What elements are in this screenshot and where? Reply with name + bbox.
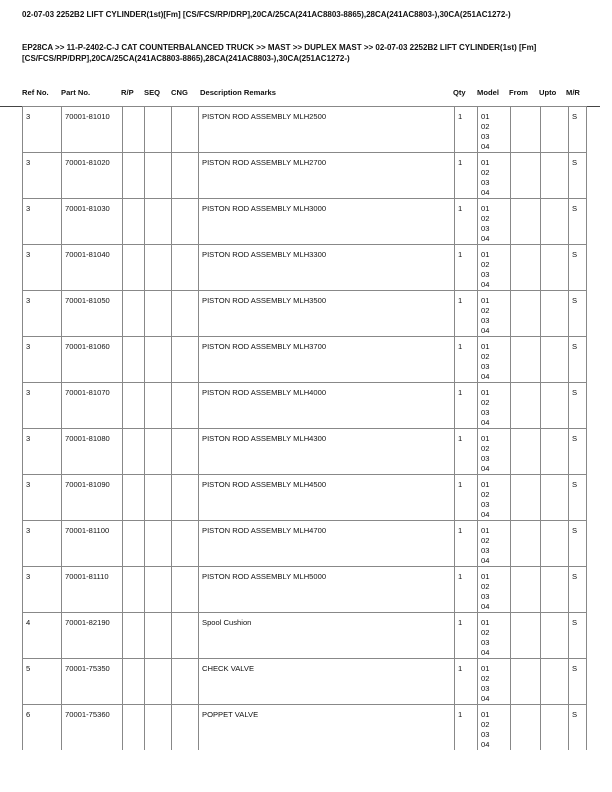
model-code: 03: [481, 270, 490, 279]
ref-cell: 3: [23, 567, 62, 613]
upto-cell: [541, 521, 569, 567]
cng-cell: [172, 475, 199, 521]
seq-cell: [145, 107, 172, 153]
table-header: [0, 88, 612, 100]
table-row: [23, 567, 587, 613]
table-row: [23, 613, 587, 659]
seq-cell: [145, 567, 172, 613]
qty-cell: 1: [455, 567, 478, 613]
model-code: 04: [481, 418, 490, 427]
upto-cell: [541, 337, 569, 383]
from-cell: [511, 107, 541, 153]
table-row: [23, 383, 587, 429]
description-cell: Spool Cushion: [199, 613, 455, 659]
model-cell: [478, 337, 511, 383]
model-code: 04: [481, 188, 490, 197]
table-row: [23, 429, 587, 475]
description-cell: PISTON ROD ASSEMBLY MLH4000: [199, 383, 455, 429]
description-cell: CHECK VALVE: [199, 659, 455, 705]
ref-cell: 3: [23, 199, 62, 245]
part-no-cell: 70001-75350: [62, 659, 123, 705]
from-cell: [511, 153, 541, 199]
model-code: 01: [481, 250, 490, 259]
breadcrumb: EP28CA >> 11-P-2402-C-J CAT COUNTERBALANCED TRUCK >> MAST >> DUPLEX MAST >> 02-07-03 2252B2 LIFT CYLINDER(1st) [Fm] [CS/FCS/RP/DRP],20CA/25CA(241AC8803-8865),28CA(241AC8803-),30CA(251AC1272-): [22, 43, 537, 63]
mr-cell: S: [569, 383, 587, 429]
qty-cell: 1: [455, 705, 478, 751]
rp-cell: [123, 521, 145, 567]
seq-cell: [145, 245, 172, 291]
model-code: 01: [481, 112, 490, 121]
seq-cell: [145, 705, 172, 751]
qty-cell: 1: [455, 337, 478, 383]
model-code: 03: [481, 500, 490, 509]
model-code: 03: [481, 132, 490, 141]
mr-cell: S: [569, 337, 587, 383]
model-code: 01: [481, 572, 490, 581]
model-code: 04: [481, 602, 490, 611]
mr-cell: S: [569, 429, 587, 475]
model-code: 03: [481, 178, 490, 187]
model-code: 02: [481, 306, 490, 315]
ref-cell: 3: [23, 475, 62, 521]
qty-cell: 1: [455, 659, 478, 705]
page-title: 02-07-03 2252B2 LIFT CYLINDER(1st)[Fm] [CS/FCS/RP/DRP],20CA/25CA(241AC8803-8865),28CA(241AC8803-),30CA(251AC1272-): [22, 10, 511, 19]
model-cell: [478, 245, 511, 291]
cng-cell: [172, 659, 199, 705]
model-code: 02: [481, 352, 490, 361]
rp-cell: [123, 429, 145, 475]
qty-cell: 1: [455, 107, 478, 153]
model-cell: [478, 291, 511, 337]
seq-cell: [145, 383, 172, 429]
part-no-cell: 70001-75360: [62, 705, 123, 751]
mr-cell: S: [569, 153, 587, 199]
upto-cell: [541, 383, 569, 429]
col-rp: R/P: [121, 88, 134, 97]
description-cell: POPPET VALVE: [199, 705, 455, 751]
cng-cell: [172, 613, 199, 659]
rp-cell: [123, 475, 145, 521]
model-code: 04: [481, 648, 490, 657]
part-no-cell: 70001-81040: [62, 245, 123, 291]
description-cell: PISTON ROD ASSEMBLY MLH2700: [199, 153, 455, 199]
qty-cell: 1: [455, 613, 478, 659]
col-cng: CNG: [171, 88, 188, 97]
cng-cell: [172, 153, 199, 199]
seq-cell: [145, 429, 172, 475]
model-code: 01: [481, 204, 490, 213]
table-row: [23, 659, 587, 705]
qty-cell: 1: [455, 383, 478, 429]
seq-cell: [145, 475, 172, 521]
description-cell: PISTON ROD ASSEMBLY MLH3000: [199, 199, 455, 245]
table-row: [23, 291, 587, 337]
model-code: 04: [481, 510, 490, 519]
upto-cell: [541, 291, 569, 337]
model-code: 04: [481, 464, 490, 473]
model-code: 01: [481, 388, 490, 397]
from-cell: [511, 245, 541, 291]
table-row: [23, 245, 587, 291]
model-cell: [478, 567, 511, 613]
rp-cell: [123, 291, 145, 337]
col-seq: SEQ: [144, 88, 161, 97]
model-code: 03: [481, 316, 490, 325]
model-code: 01: [481, 480, 490, 489]
model-code: 02: [481, 444, 490, 453]
model-code: 02: [481, 582, 490, 591]
seq-cell: [145, 153, 172, 199]
table-row: [23, 153, 587, 199]
model-code: 01: [481, 158, 490, 167]
model-cell: [478, 705, 511, 751]
mr-cell: S: [569, 567, 587, 613]
qty-cell: 1: [455, 153, 478, 199]
rp-cell: [123, 245, 145, 291]
ref-cell: 3: [23, 521, 62, 567]
qty-cell: 1: [455, 429, 478, 475]
ref-cell: 6: [23, 705, 62, 751]
col-upto: Upto: [539, 88, 557, 97]
model-code: 04: [481, 740, 490, 749]
from-cell: [511, 705, 541, 751]
seq-cell: [145, 613, 172, 659]
description-cell: PISTON ROD ASSEMBLY MLH5000: [199, 567, 455, 613]
model-code: 01: [481, 526, 490, 535]
seq-cell: [145, 337, 172, 383]
model-cell: [478, 475, 511, 521]
rp-cell: [123, 337, 145, 383]
cng-cell: [172, 705, 199, 751]
mr-cell: S: [569, 475, 587, 521]
upto-cell: [541, 107, 569, 153]
seq-cell: [145, 659, 172, 705]
model-code: 03: [481, 362, 490, 371]
part-no-cell: 70001-81110: [62, 567, 123, 613]
part-no-cell: 70001-81090: [62, 475, 123, 521]
model-cell: [478, 521, 511, 567]
part-no-cell: 70001-81070: [62, 383, 123, 429]
seq-cell: [145, 521, 172, 567]
model-code: 02: [481, 490, 490, 499]
part-no-cell: 70001-81100: [62, 521, 123, 567]
upto-cell: [541, 429, 569, 475]
rp-cell: [123, 383, 145, 429]
rp-cell: [123, 199, 145, 245]
parts-table: [22, 106, 587, 750]
upto-cell: [541, 153, 569, 199]
cng-cell: [172, 383, 199, 429]
rp-cell: [123, 613, 145, 659]
model-code: 03: [481, 454, 490, 463]
col-ref: Ref No.: [22, 88, 49, 97]
ref-cell: 3: [23, 153, 62, 199]
ref-cell: 4: [23, 613, 62, 659]
from-cell: [511, 383, 541, 429]
col-from: From: [509, 88, 528, 97]
upto-cell: [541, 199, 569, 245]
mr-cell: S: [569, 521, 587, 567]
model-code: 03: [481, 546, 490, 555]
cng-cell: [172, 567, 199, 613]
ref-cell: 3: [23, 429, 62, 475]
from-cell: [511, 613, 541, 659]
model-code: 02: [481, 398, 490, 407]
model-cell: [478, 107, 511, 153]
model-code: 04: [481, 556, 490, 565]
part-no-cell: 70001-81060: [62, 337, 123, 383]
part-no-cell: 70001-81050: [62, 291, 123, 337]
model-code: 02: [481, 168, 490, 177]
model-code: 04: [481, 280, 490, 289]
col-model: Model: [477, 88, 499, 97]
table-row: [23, 199, 587, 245]
model-code: 02: [481, 720, 490, 729]
table-row: [23, 337, 587, 383]
description-cell: PISTON ROD ASSEMBLY MLH3700: [199, 337, 455, 383]
mr-cell: S: [569, 659, 587, 705]
cng-cell: [172, 429, 199, 475]
model-cell: [478, 613, 511, 659]
mr-cell: S: [569, 245, 587, 291]
model-code: 03: [481, 224, 490, 233]
model-code: 02: [481, 214, 490, 223]
ref-cell: 3: [23, 291, 62, 337]
from-cell: [511, 521, 541, 567]
col-mr: M/R: [566, 88, 580, 97]
from-cell: [511, 337, 541, 383]
model-code: 04: [481, 372, 490, 381]
cng-cell: [172, 291, 199, 337]
description-cell: PISTON ROD ASSEMBLY MLH2500: [199, 107, 455, 153]
model-code: 03: [481, 684, 490, 693]
part-no-cell: 70001-81010: [62, 107, 123, 153]
model-code: 04: [481, 142, 490, 151]
model-cell: [478, 153, 511, 199]
from-cell: [511, 291, 541, 337]
seq-cell: [145, 291, 172, 337]
rp-cell: [123, 705, 145, 751]
description-cell: PISTON ROD ASSEMBLY MLH4700: [199, 521, 455, 567]
rp-cell: [123, 107, 145, 153]
ref-cell: 3: [23, 107, 62, 153]
table-row: [23, 705, 587, 751]
model-code: 04: [481, 326, 490, 335]
model-code: 02: [481, 536, 490, 545]
from-cell: [511, 567, 541, 613]
cng-cell: [172, 199, 199, 245]
qty-cell: 1: [455, 199, 478, 245]
mr-cell: S: [569, 107, 587, 153]
upto-cell: [541, 613, 569, 659]
cng-cell: [172, 337, 199, 383]
qty-cell: 1: [455, 291, 478, 337]
model-cell: [478, 659, 511, 705]
mr-cell: S: [569, 613, 587, 659]
model-code: 02: [481, 674, 490, 683]
upto-cell: [541, 245, 569, 291]
ref-cell: 3: [23, 245, 62, 291]
part-no-cell: 70001-81020: [62, 153, 123, 199]
col-desc: Description Remarks: [200, 88, 276, 97]
model-code: 02: [481, 122, 490, 131]
model-code: 04: [481, 234, 490, 243]
part-no-cell: 70001-81030: [62, 199, 123, 245]
rp-cell: [123, 153, 145, 199]
model-code: 01: [481, 618, 490, 627]
model-cell: [478, 199, 511, 245]
model-code: 03: [481, 730, 490, 739]
ref-cell: 3: [23, 337, 62, 383]
model-code: 04: [481, 694, 490, 703]
model-code: 01: [481, 342, 490, 351]
table-row: [23, 107, 587, 153]
upto-cell: [541, 705, 569, 751]
model-code: 03: [481, 592, 490, 601]
model-code: 01: [481, 434, 490, 443]
part-no-cell: 70001-82190: [62, 613, 123, 659]
description-cell: PISTON ROD ASSEMBLY MLH3300: [199, 245, 455, 291]
table-row: [23, 521, 587, 567]
rp-cell: [123, 567, 145, 613]
model-code: 01: [481, 296, 490, 305]
qty-cell: 1: [455, 475, 478, 521]
model-code: 01: [481, 664, 490, 673]
rp-cell: [123, 659, 145, 705]
mr-cell: S: [569, 705, 587, 751]
part-no-cell: 70001-81080: [62, 429, 123, 475]
ref-cell: 5: [23, 659, 62, 705]
upto-cell: [541, 567, 569, 613]
cng-cell: [172, 521, 199, 567]
model-cell: [478, 383, 511, 429]
cng-cell: [172, 107, 199, 153]
upto-cell: [541, 475, 569, 521]
mr-cell: S: [569, 199, 587, 245]
upto-cell: [541, 659, 569, 705]
col-qty: Qty: [453, 88, 466, 97]
ref-cell: 3: [23, 383, 62, 429]
from-cell: [511, 475, 541, 521]
model-code: 03: [481, 408, 490, 417]
model-code: 02: [481, 628, 490, 637]
model-code: 03: [481, 638, 490, 647]
mr-cell: S: [569, 291, 587, 337]
qty-cell: 1: [455, 521, 478, 567]
description-cell: PISTON ROD ASSEMBLY MLH4500: [199, 475, 455, 521]
model-cell: [478, 429, 511, 475]
col-part: Part No.: [61, 88, 91, 97]
qty-cell: 1: [455, 245, 478, 291]
from-cell: [511, 429, 541, 475]
description-cell: PISTON ROD ASSEMBLY MLH3500: [199, 291, 455, 337]
cng-cell: [172, 245, 199, 291]
seq-cell: [145, 199, 172, 245]
model-code: 02: [481, 260, 490, 269]
from-cell: [511, 659, 541, 705]
from-cell: [511, 199, 541, 245]
table-row: [23, 475, 587, 521]
model-code: 01: [481, 710, 490, 719]
description-cell: PISTON ROD ASSEMBLY MLH4300: [199, 429, 455, 475]
